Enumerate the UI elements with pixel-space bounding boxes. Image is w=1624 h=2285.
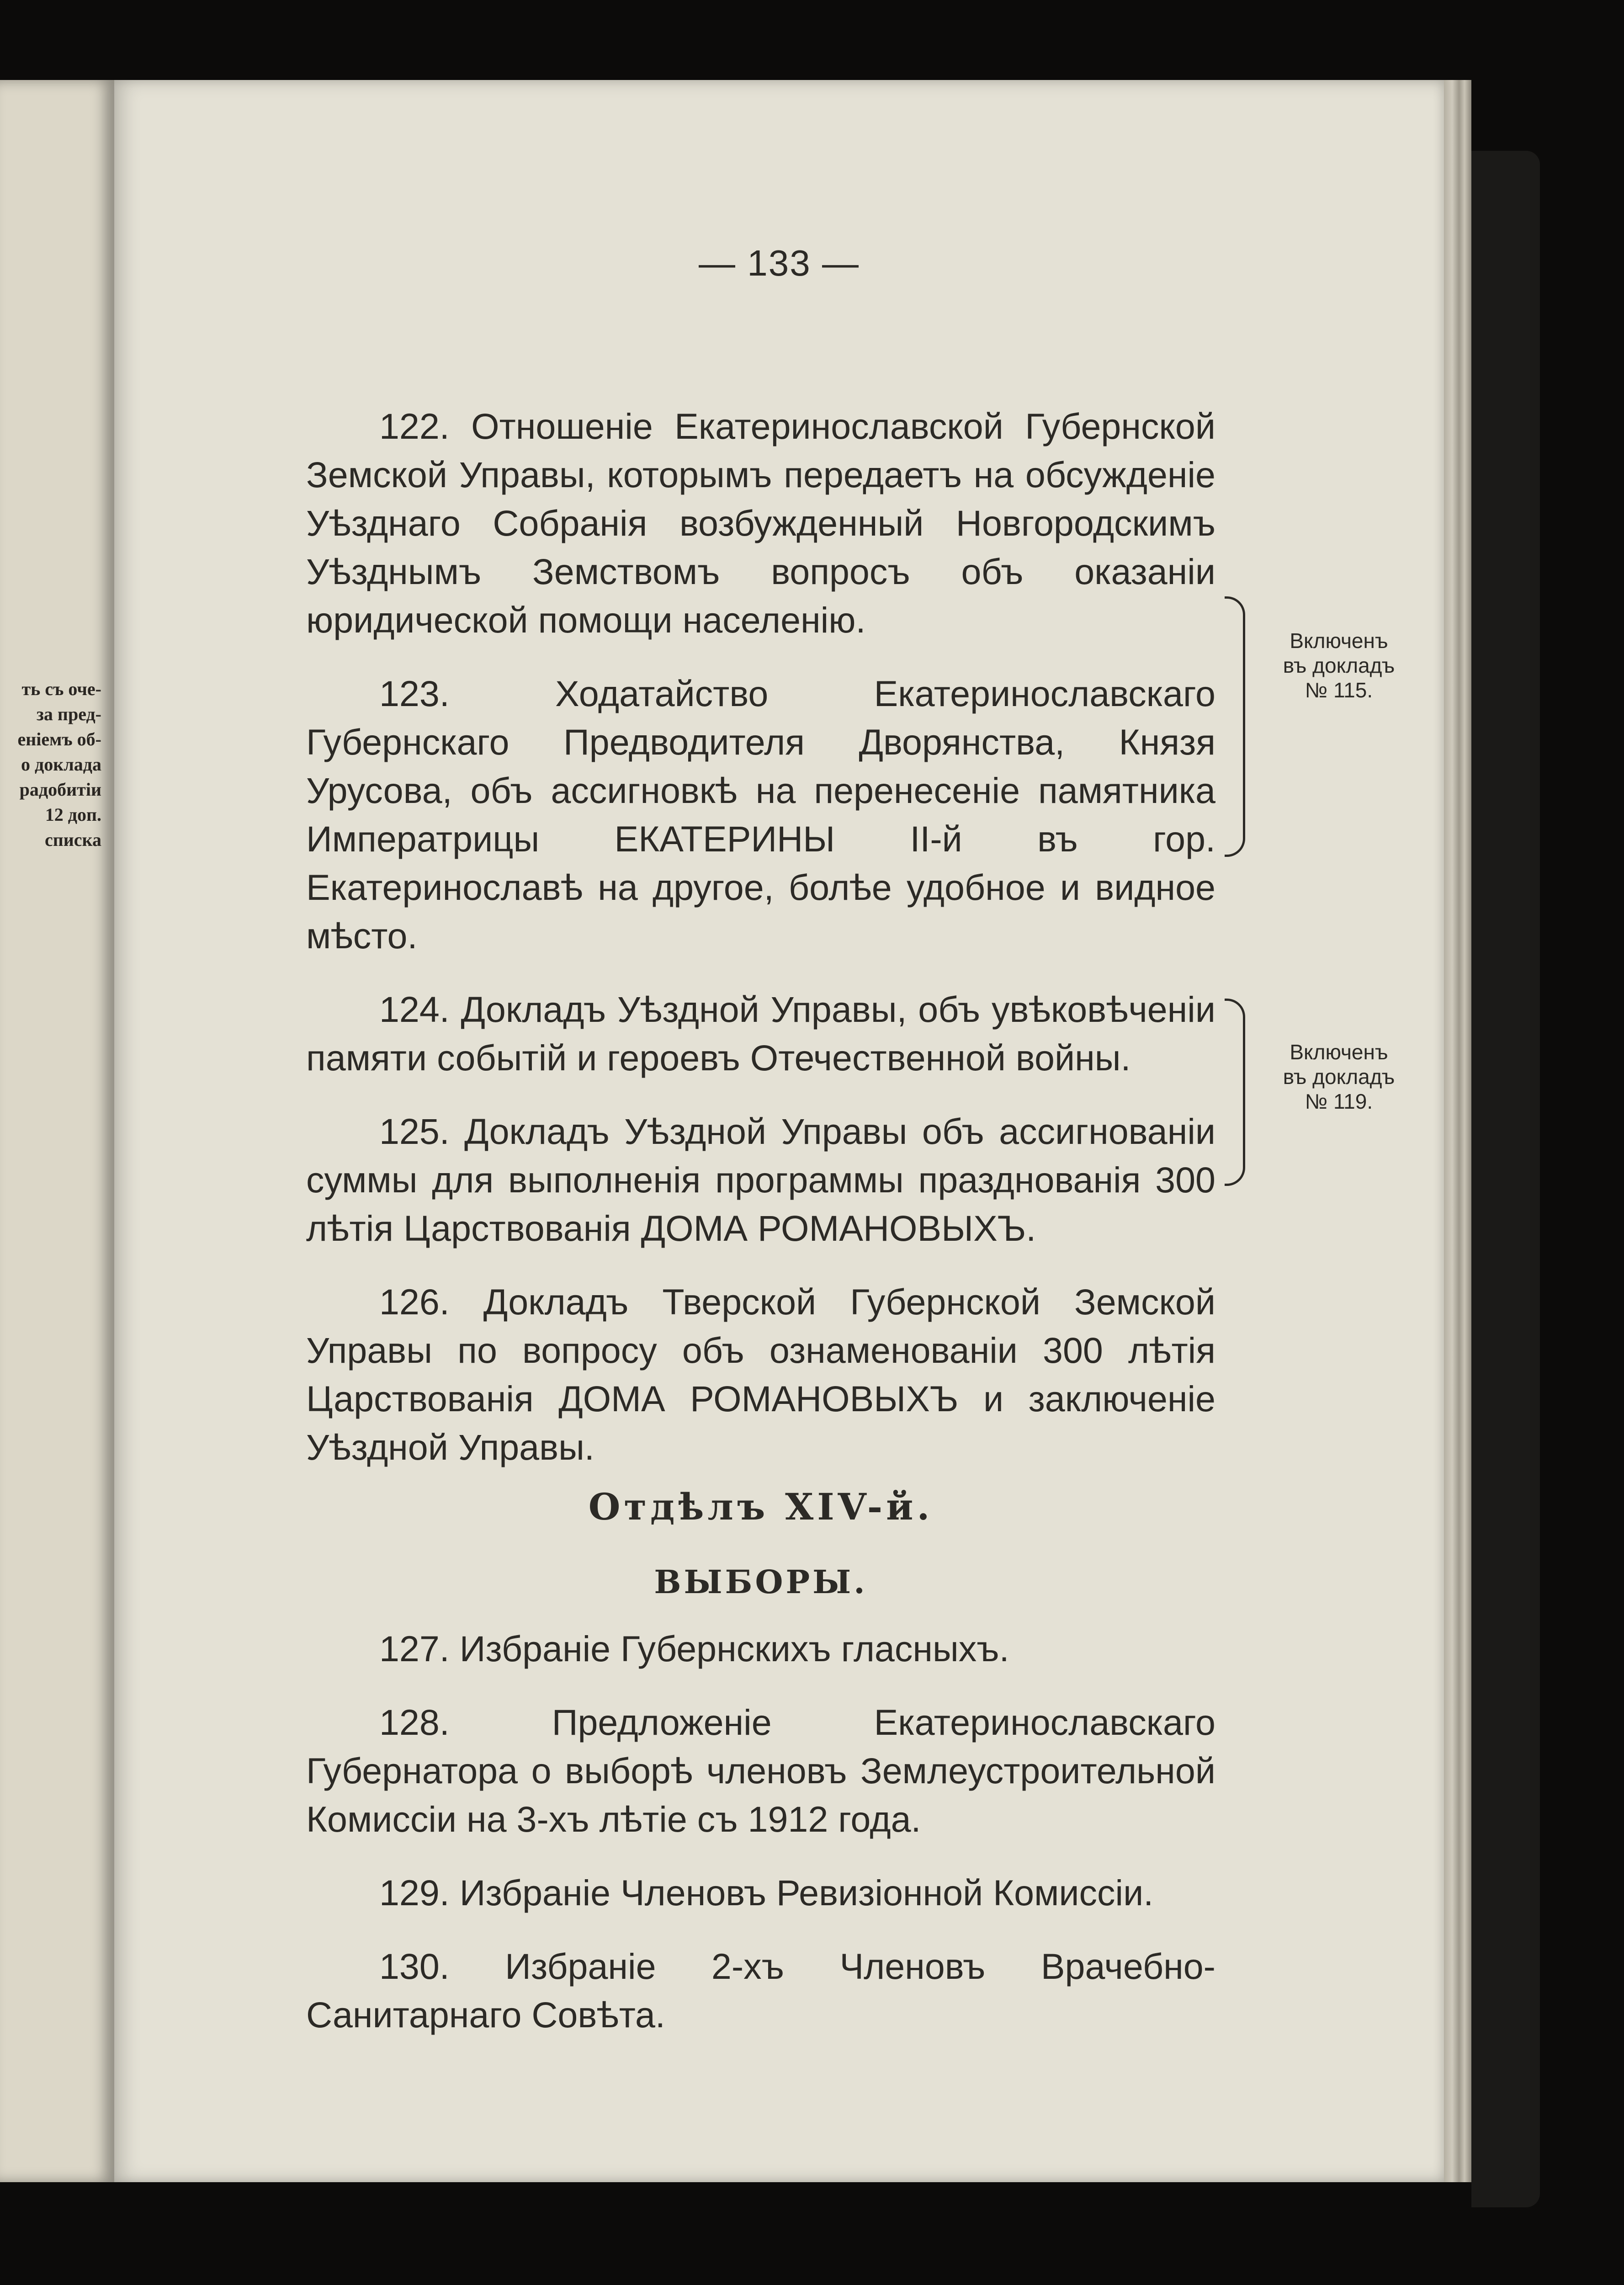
- list-item: 123. Ходатайство Екатеринославскаго Губернскаго Предводителя Дворянства, Князя Урусова, объ ассигновкѣ на перенесенiе памятника Императрицы ЕКАТЕРИНЫ II-й въ гор. Екатеринославѣ на другое, болѣе удобное и видное мѣсто.: [306, 673, 1215, 956]
- list-item: 125. Докладъ Уѣздной Управы объ ассигнованiи суммы для выполненiя программы празднованiя 300 лѣтiя Царствованiя ДОМА РОМАНОВЫХЪ.: [306, 1111, 1215, 1249]
- previous-note-line: ть съ оче-: [21, 679, 101, 699]
- page-sheet: [114, 80, 1444, 2182]
- previous-note-line: за пред-: [36, 704, 101, 724]
- margin-brace: [1225, 999, 1245, 1186]
- margin-note-line: въ докладъ: [1283, 1065, 1395, 1089]
- list-item: 124. Докладъ Уѣздной Управы, объ увѣковѣченiи памяти событiй и героевъ Отечественной войны.: [306, 989, 1215, 1078]
- margin-note-line: № 119.: [1305, 1089, 1373, 1113]
- margin-note: [1243, 628, 1435, 702]
- previous-note-line: о доклада: [21, 754, 101, 775]
- previous-note-line: енiемъ об-: [17, 729, 101, 749]
- list-item: 128. Предложенiе Екатеринославскаго Губернатора о выборѣ членовъ Землеустроительной Комиссiи на 3-хъ лѣтiе съ 1912 года.: [306, 1702, 1215, 1839]
- margin-brace: [1225, 596, 1245, 857]
- margin-note-line: Включенъ: [1290, 1040, 1388, 1064]
- margin-note: [1243, 1040, 1435, 1114]
- previous-note-line: 12 доп.: [45, 804, 101, 825]
- election-list: [306, 1625, 1215, 2039]
- list-item: 129. Избранiе Членовъ Ревизiонной Комиссiи.: [379, 1872, 1154, 1913]
- page-number: — 133 —: [699, 243, 860, 283]
- page-stack-edges: [1444, 80, 1471, 2182]
- previous-page-margin-note: [17, 676, 101, 852]
- book-page: [114, 80, 1444, 2182]
- margin-note-line: въ докладъ: [1283, 654, 1395, 677]
- list-item: 130. Избранiе 2-хъ Членовъ Врачебно-Санитарнаго Совѣта.: [306, 1946, 1215, 2035]
- section-title: Отдѣлъ XIV-й.: [588, 1485, 934, 1528]
- subsection-title: ВЫБОРЫ.: [654, 1563, 868, 1601]
- book-cover: [1471, 151, 1540, 2207]
- margin-note-line: Включенъ: [1290, 629, 1388, 653]
- previous-page: [0, 80, 114, 2182]
- item-list: [306, 402, 1215, 1472]
- list-item: 122. Отношенiе Екатеринославской Губернской Земской Управы, которымъ передаетъ на обсужденiе Уѣзднаго Собранiя возбужденный Новгородскимъ Уѣзднымъ Земствомъ вопросъ объ оказанiи юридической помощи населенiю.: [306, 406, 1215, 640]
- list-item: 126. Докладъ Тверской Губернской Земской Управы по вопросу объ ознаменованiи 300 лѣтiя Царствованiя ДОМА РОМАНОВЫХЪ и заключенiе Уѣздной Управы.: [306, 1281, 1215, 1467]
- list-item: 127. Избранiе Губернскихъ гласныхъ.: [379, 1628, 1009, 1669]
- margin-note-line: № 115.: [1305, 678, 1373, 702]
- previous-note-line: радобитiи: [19, 779, 101, 800]
- previous-note-line: списка: [44, 829, 101, 850]
